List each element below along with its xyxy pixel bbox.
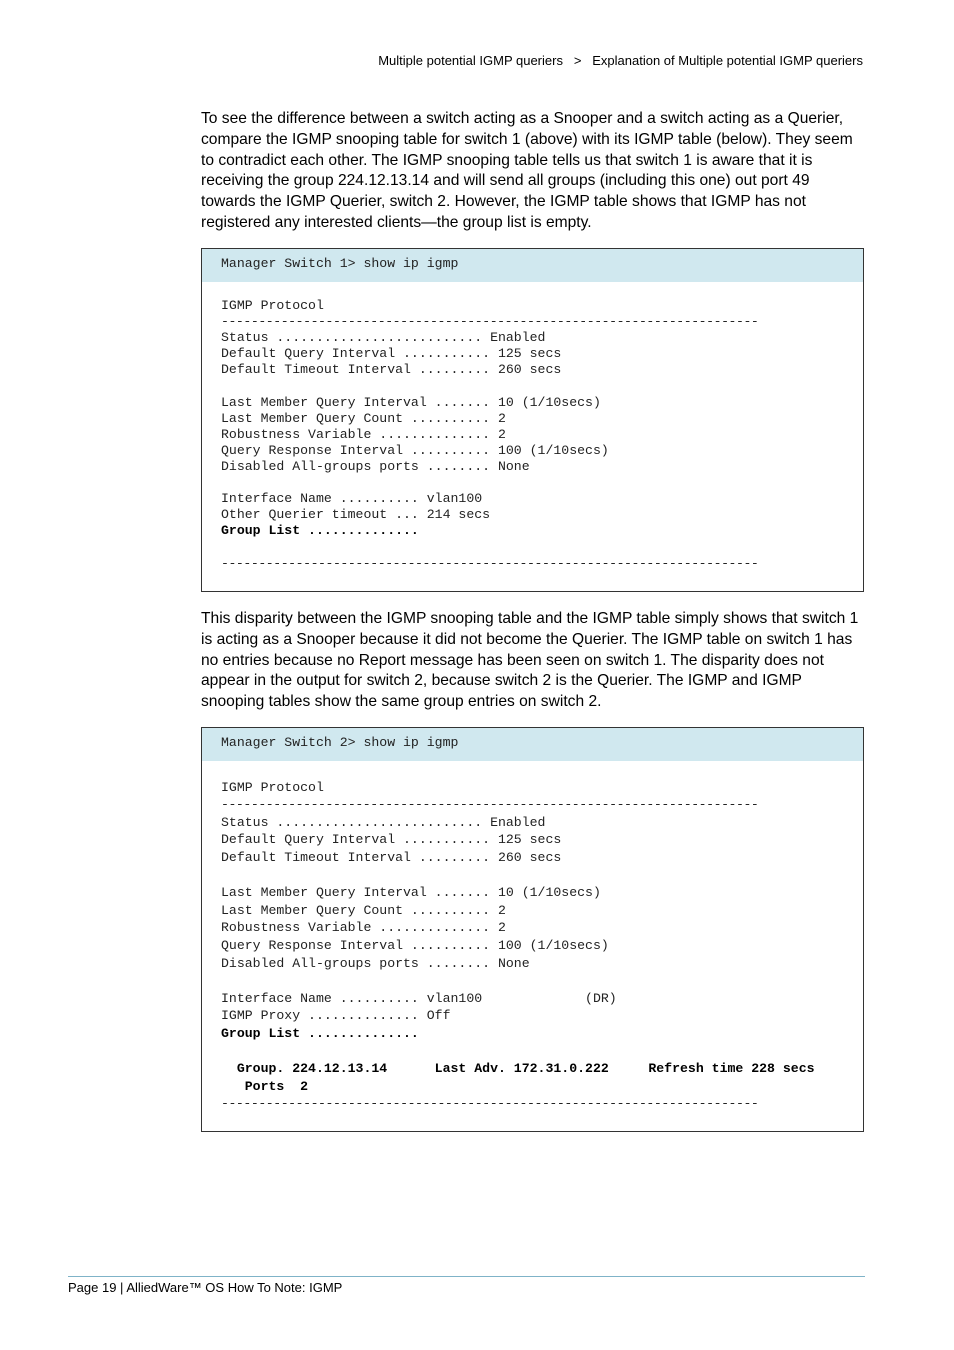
- code-output-switch2: [202, 761, 863, 1113]
- code-line: Default Query Interval ........... 125 secs: [221, 832, 562, 848]
- code-line: ------------------------------------------------------------------------: [221, 797, 759, 813]
- code-line: Interface Name .......... vlan100 (DR): [221, 990, 617, 1006]
- code-line: [221, 540, 863, 556]
- code-block-switch2: [201, 727, 864, 1132]
- code-line: Last Member Query Count .......... 2: [221, 902, 506, 918]
- code-line: ------------------------------------------------------------------------: [221, 555, 759, 571]
- code-line: Group. 224.12.13.14 Last Adv. 172.31.0.222 Refresh time 228 secs: [221, 1061, 815, 1077]
- code-command-switch2: Manager Switch 2> show ip igmp: [202, 728, 863, 761]
- code-line: ------------------------------------------------------------------------: [221, 314, 759, 330]
- code-line: Ports 2: [221, 1078, 309, 1094]
- running-header: [378, 53, 863, 68]
- code-line: Status .......................... Enabled: [221, 814, 546, 830]
- code-line: Last Member Query Interval ....... 10 (1/10secs): [221, 885, 601, 901]
- code-line: Group List ..............: [221, 1025, 419, 1041]
- code-command-switch1: Manager Switch 1> show ip igmp: [202, 249, 863, 282]
- code-line: Default Query Interval ........... 125 secs: [221, 346, 562, 362]
- code-line: Last Member Query Count .......... 2: [221, 410, 506, 426]
- code-output-switch1: [202, 282, 863, 572]
- code-line: IGMP Proxy .............. Off: [221, 1008, 451, 1024]
- code-line: Last Member Query Interval ....... 10 (1/10secs): [221, 394, 601, 410]
- code-line: ------------------------------------------------------------------------: [221, 1096, 759, 1112]
- page-footer: Page 19 | AlliedWare™ OS How To Note: IGMP: [68, 1280, 343, 1295]
- code-line: [221, 379, 863, 395]
- code-line: Disabled All-groups ports ........ None: [221, 955, 530, 971]
- header-separator: >: [573, 53, 582, 68]
- code-line: [221, 761, 863, 779]
- code-line: Query Response Interval .......... 100 (1/10secs): [221, 442, 609, 458]
- code-line: Query Response Interval .......... 100 (1/10secs): [221, 937, 609, 953]
- intro-paragraph: To see the difference between a switch acting as a Snooper and a switch acting as a Querier, compare the IGMP snooping table for switch 1 (above) with its IGMP table (below). They seem to contradict each other. The IGMP snooping table tells us that switch 1 is aware that it is receiving the group 224.12.13.14 and will send all groups (including this one) out port 49 towards the IGMP Querier, switch 2. However, the IGMP table shows that IGMP has not registered any interested clients—the group list is empty.: [201, 110, 853, 231]
- code-line: Default Timeout Interval ......... 260 secs: [221, 362, 562, 378]
- code-line: [221, 867, 863, 885]
- code-block-switch1: [201, 248, 864, 592]
- header-subsection: Explanation of Multiple potential IGMP queriers: [592, 53, 863, 68]
- code-line: [221, 475, 863, 491]
- code-line: Group List ..............: [221, 523, 419, 539]
- code-line: [221, 282, 863, 298]
- code-line: Interface Name .......... vlan100: [221, 491, 483, 507]
- code-line: [221, 972, 863, 990]
- code-line: Robustness Variable .............. 2: [221, 920, 506, 936]
- code-line: Default Timeout Interval ......... 260 secs: [221, 849, 562, 865]
- footer-rule: [68, 1276, 865, 1277]
- header-section: Multiple potential IGMP queriers: [378, 53, 563, 68]
- disparity-paragraph: This disparity between the IGMP snooping table and the IGMP table simply shows that switch 1 is acting as a Snooper because it did not become the Querier. The IGMP table on switch 1 has no entries because no Report message has been seen on switch 1. The disparity does not appear in the output for switch 2, because switch 2 is the Querier. The IGMP and IGMP snooping tables show the same group entries on switch 2.: [201, 610, 859, 711]
- code-line: Robustness Variable .............. 2: [221, 426, 506, 442]
- code-line: Other Querier timeout ... 214 secs: [221, 507, 491, 523]
- code-line: Status .......................... Enabled: [221, 330, 546, 346]
- code-line: IGMP Protocol: [221, 298, 324, 314]
- code-line: Disabled All-groups ports ........ None: [221, 459, 530, 475]
- code-line: IGMP Protocol: [221, 779, 324, 795]
- code-line: [221, 1043, 863, 1061]
